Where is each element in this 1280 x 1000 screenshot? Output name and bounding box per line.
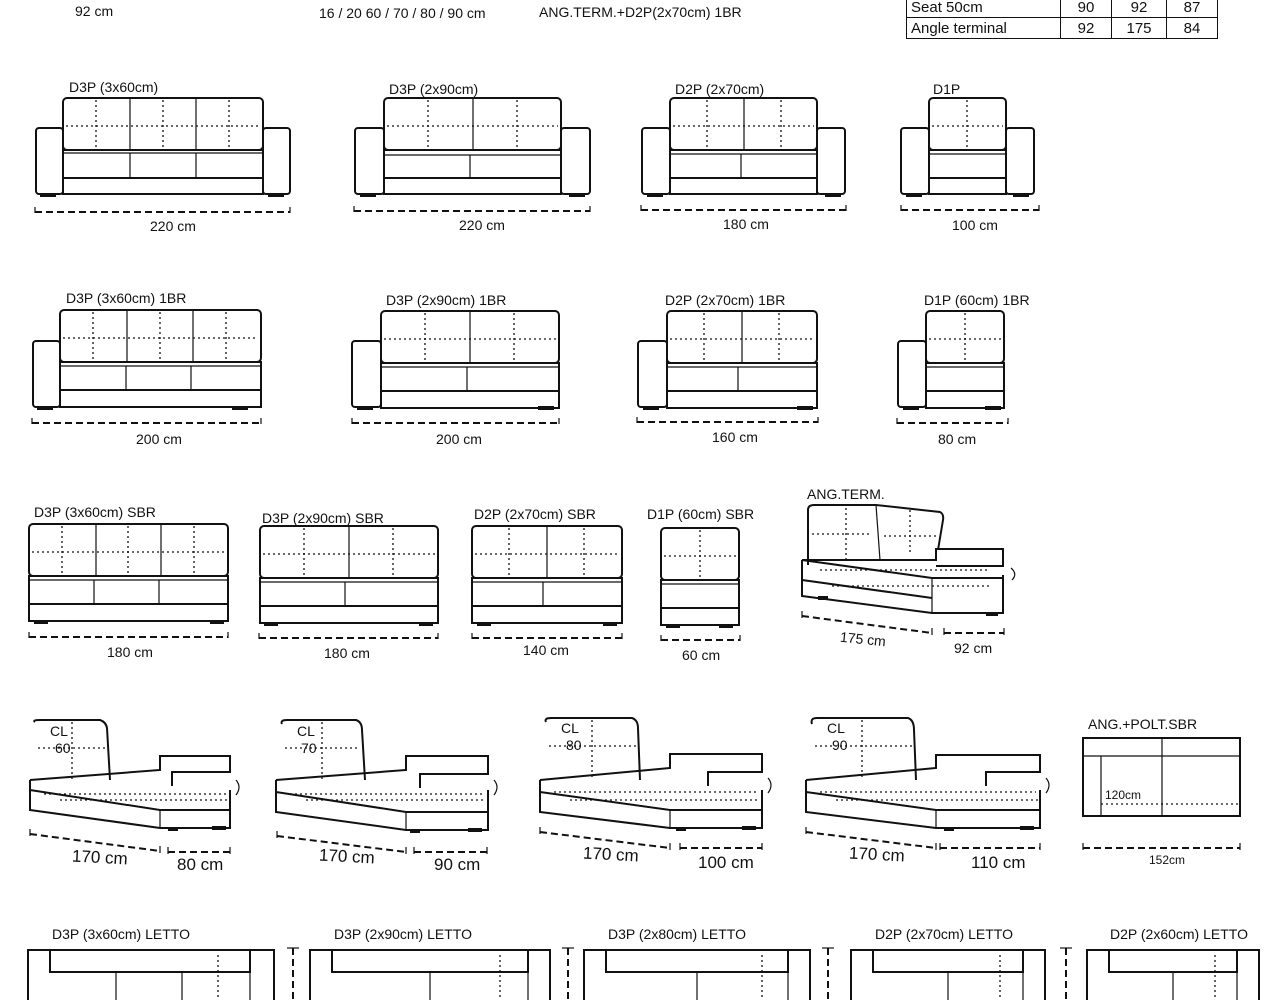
sofa-d3p-3x60: [35, 98, 290, 213]
model-label: D2P (2x70cm): [675, 81, 765, 97]
model-label: D3P (3x60cm) 1BR: [66, 290, 187, 306]
width-dimension: 180 cm: [107, 644, 153, 660]
sofa-d2p-2x70-sbr: [472, 526, 622, 639]
cl-size-label: 90: [832, 737, 848, 753]
width-dimension: 180 cm: [723, 216, 769, 232]
model-label: D3P (2x90cm) LETTO: [334, 926, 472, 942]
width-dimension: 100 cm: [698, 853, 754, 872]
cl-label: CL: [827, 720, 845, 736]
model-label: D3P (3x60cm) LETTO: [52, 926, 190, 942]
width-dimension: 110 cm: [971, 853, 1026, 872]
model-label: D3P (2x90cm): [389, 81, 479, 97]
spec-cell-value: 87: [1167, 0, 1218, 18]
spec-cell-value: 84: [1167, 18, 1218, 39]
model-label: D2P (2x60cm) LETTO: [1110, 926, 1248, 942]
cl-size-label: 70: [301, 740, 317, 756]
spec-cell-label: Seat 50cm: [907, 0, 1061, 18]
top-sizes-label: 16 / 20 60 / 70 / 80 / 90 cm: [319, 5, 486, 21]
spec-cell-value: 92: [1061, 18, 1112, 39]
depth-dimension: 175 cm: [839, 628, 887, 650]
angle-terminal-drawing: [802, 505, 1015, 635]
sofa-d3p-2x90: [354, 98, 590, 212]
depth-dimension: 170 cm: [318, 845, 376, 868]
sofa-d1p: [901, 98, 1039, 211]
depth-dimension: 170 cm: [848, 843, 906, 866]
model-label: D3P (3x60cm): [69, 79, 159, 95]
cl-label: CL: [297, 723, 315, 739]
depth-dimension: 170 cm: [582, 843, 640, 866]
width-dimension: 80 cm: [177, 855, 224, 874]
model-label: D2P (2x70cm) SBR: [474, 506, 596, 522]
inner-dimension: 120cm: [1105, 788, 1142, 802]
sofa-d3p-2x90-1br: [352, 311, 559, 424]
model-label: D3P (2x80cm) LETTO: [608, 926, 746, 942]
spec-cell-value: 175: [1112, 18, 1167, 39]
sofa-d1p-60-1br: [897, 311, 1008, 424]
cl-label: CL: [561, 720, 579, 736]
cl-size-label: 60: [55, 740, 71, 756]
spec-cell-label: Angle terminal: [907, 18, 1061, 39]
spec-cell-value: 92: [1112, 0, 1167, 18]
sofa-d3p-2x90-sbr: [259, 526, 438, 639]
sofa-d3p-3x60-sbr: [29, 524, 228, 638]
model-label: ANG.TERM.: [807, 486, 885, 502]
model-label: D3P (2x90cm) SBR: [262, 510, 384, 526]
width-dimension: 60 cm: [682, 647, 721, 663]
top-combo-label: ANG.TERM.+D2P(2x70cm) 1BR: [539, 4, 742, 20]
model-label: D1P (60cm) 1BR: [924, 292, 1030, 308]
width-dimension: 160 cm: [712, 429, 758, 445]
width-dimension: 92 cm: [954, 640, 993, 656]
width-dimension: 100 cm: [952, 217, 998, 233]
model-label: D3P (3x60cm) SBR: [34, 504, 156, 520]
width-dimension: 152cm: [1149, 853, 1186, 867]
depth-dimension: 170 cm: [71, 846, 129, 869]
model-label: D2P (2x70cm) 1BR: [665, 292, 786, 308]
cl-label: CL: [50, 723, 68, 739]
model-label: ANG.+POLT.SBR: [1088, 716, 1198, 732]
width-dimension: 220 cm: [459, 217, 505, 233]
spec-cell-value: 90: [1061, 0, 1112, 18]
sofa-d3p-3x60-1br: [32, 310, 261, 424]
model-label: D1P: [933, 81, 961, 97]
width-dimension: 80 cm: [938, 431, 977, 447]
model-label: D3P (2x90cm) 1BR: [386, 292, 507, 308]
width-dimension: 90 cm: [434, 855, 481, 874]
width-dimension: 180 cm: [324, 645, 370, 661]
width-dimension: 200 cm: [436, 431, 482, 447]
top-left-dimension: 92 cm: [75, 3, 114, 19]
width-dimension: 200 cm: [136, 431, 182, 447]
width-dimension: 220 cm: [150, 218, 196, 234]
letto-drawings: [28, 948, 1259, 1000]
sofa-d2p-2x70-1br: [637, 311, 818, 423]
sofa-d2p-2x70: [641, 98, 846, 211]
model-label: D1P (60cm) SBR: [647, 506, 755, 522]
model-label: D2P (2x70cm) LETTO: [875, 926, 1013, 942]
cl-size-label: 80: [566, 737, 582, 753]
sofa-d1p-60-sbr: [661, 528, 740, 641]
width-dimension: 140 cm: [523, 642, 569, 658]
